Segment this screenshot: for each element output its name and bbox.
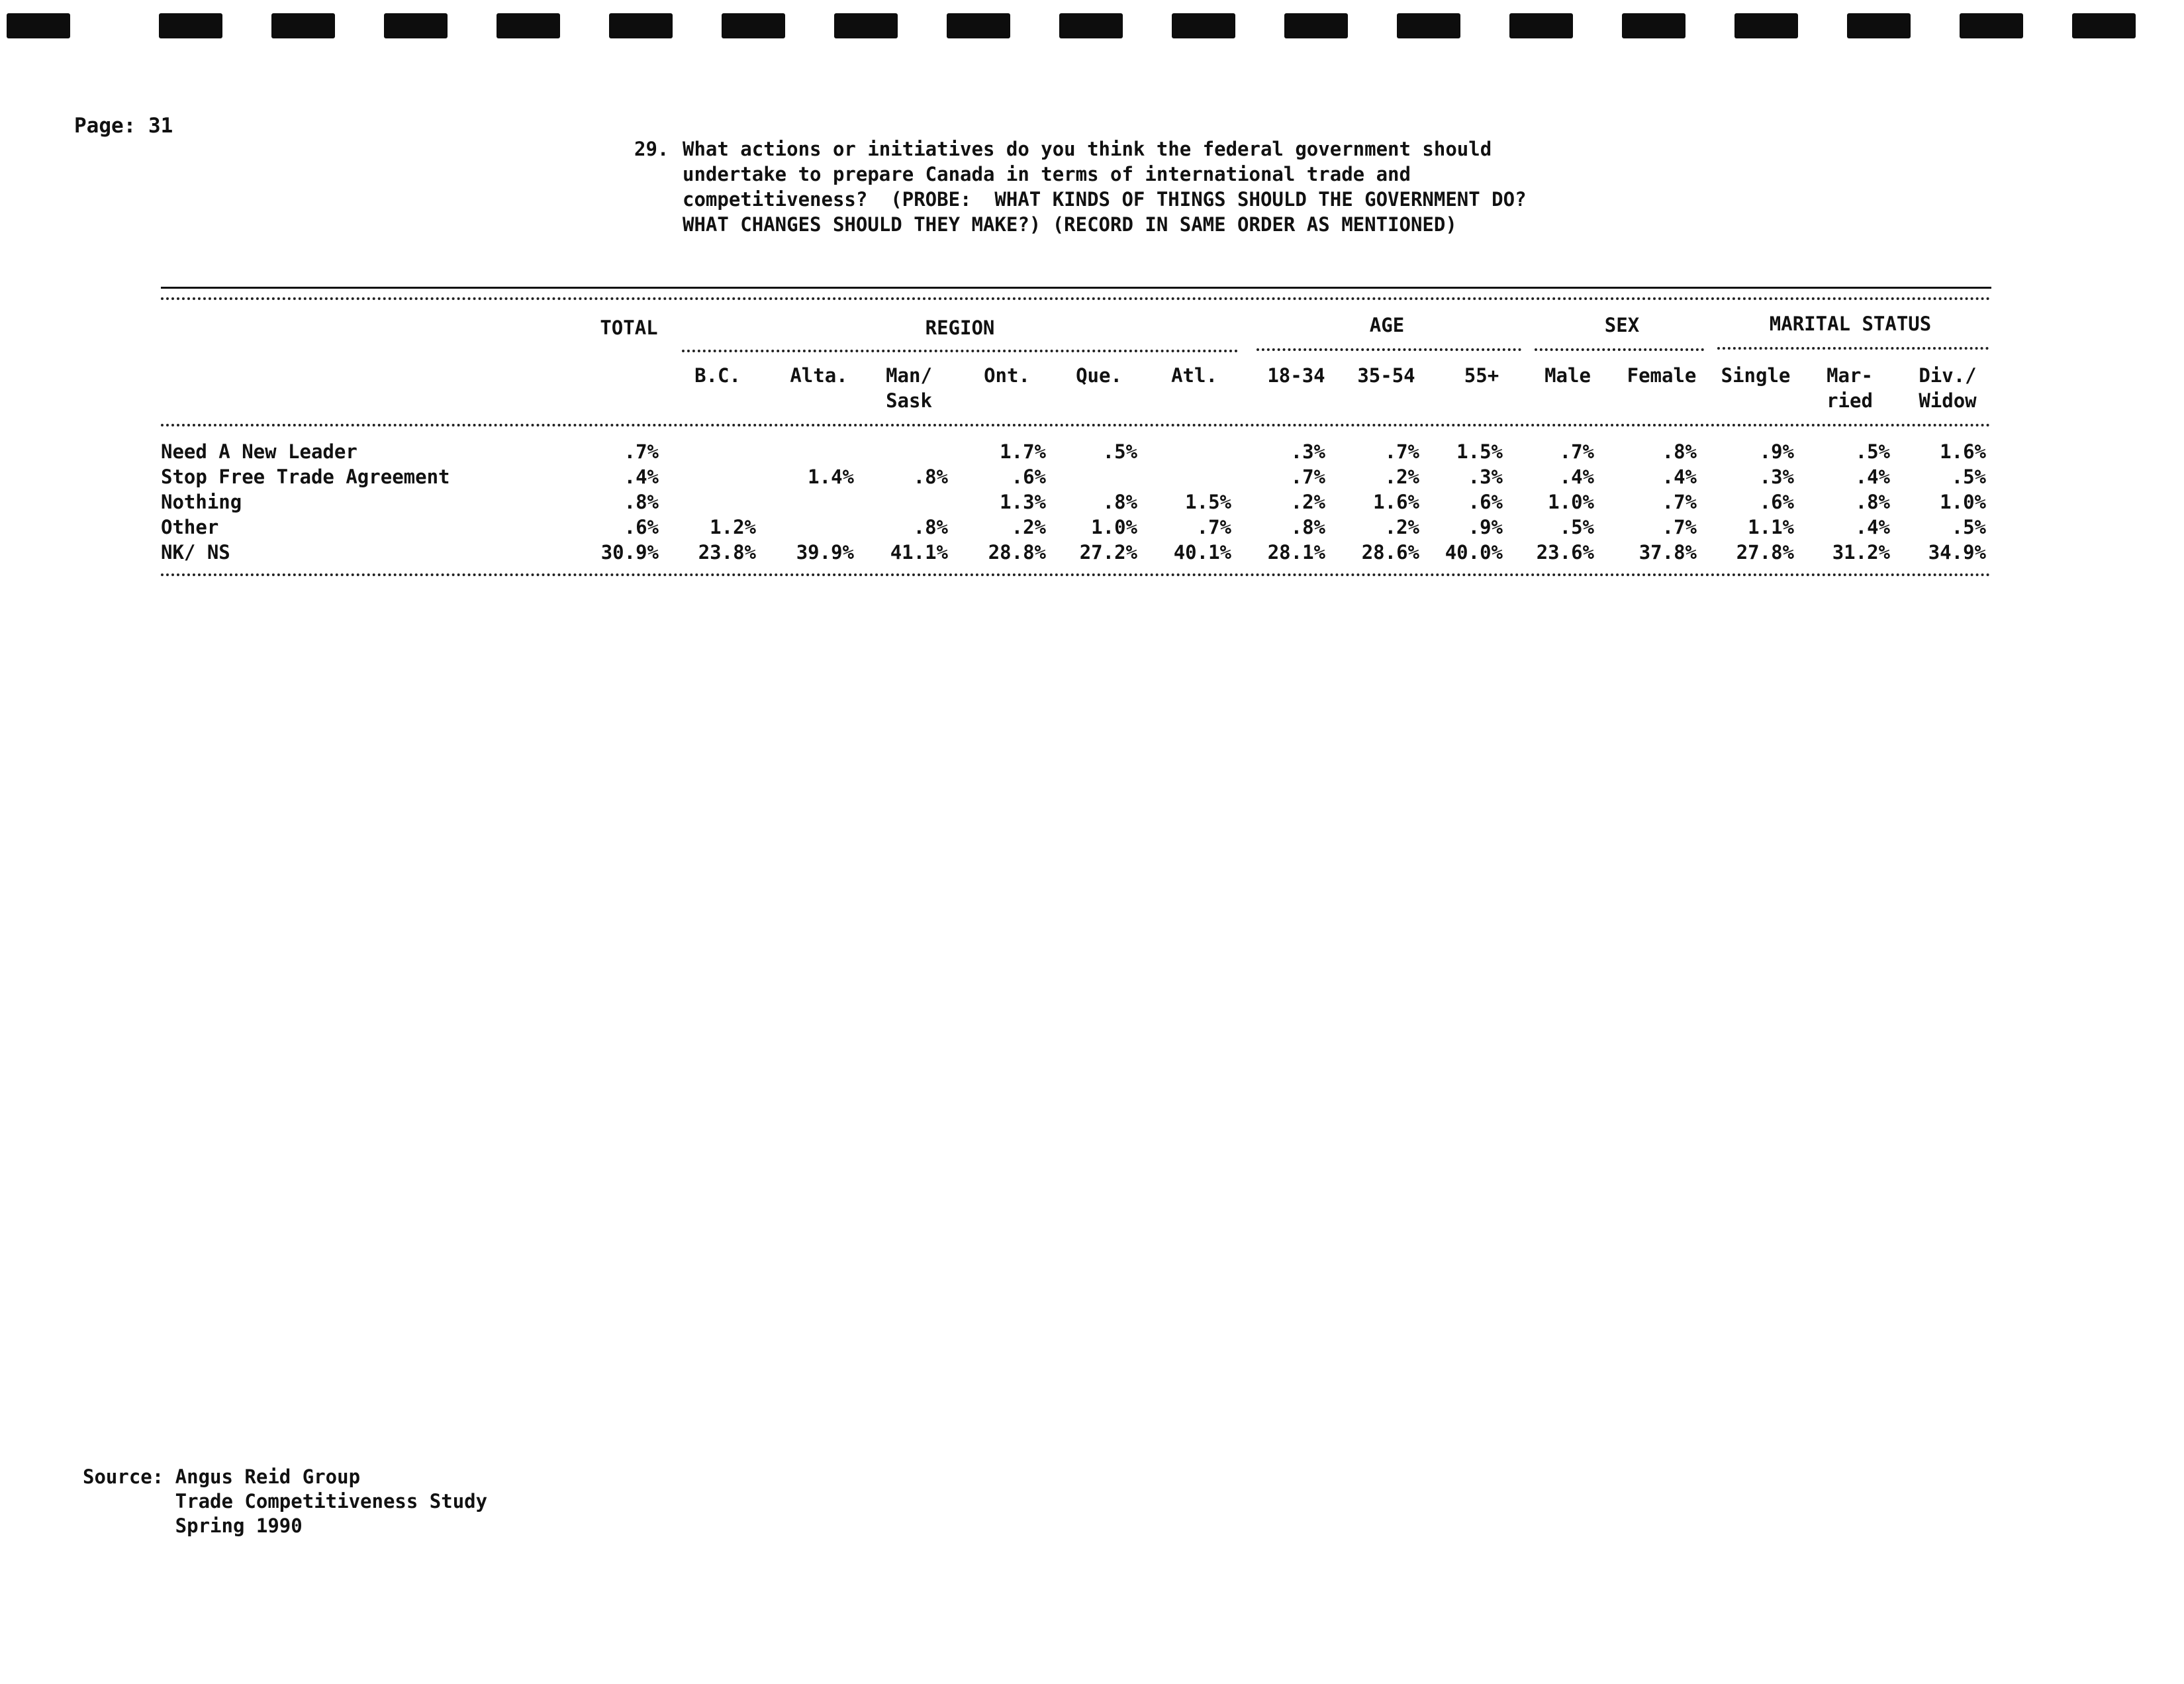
table-cell: .4% xyxy=(624,466,659,488)
table-cell: 1.2% xyxy=(710,516,756,538)
table-cell: 34.9% xyxy=(1928,541,1986,564)
table-cell: .8% xyxy=(1290,516,1325,538)
table-cell: .9% xyxy=(1468,516,1503,538)
column-header: 18-34 xyxy=(1267,364,1325,387)
question-line: competitiveness? (PROBE: WHAT KINDS OF THINGS SHOULD THE GOVERNMENT DO? xyxy=(683,188,1527,211)
perforation-hole xyxy=(722,13,785,38)
table-cell: .6% xyxy=(1011,466,1046,488)
table-cell: .4% xyxy=(1559,466,1594,488)
table-cell: .8% xyxy=(1855,491,1890,513)
header-bottom-rule xyxy=(161,424,1991,426)
perforation-hole xyxy=(834,13,898,38)
perforation-hole xyxy=(1960,13,2023,38)
table-cell: 37.8% xyxy=(1638,541,1697,564)
table-cell: .9% xyxy=(1759,440,1794,463)
table-cell: 1.0% xyxy=(1548,491,1594,513)
perforation-hole xyxy=(1622,13,1685,38)
table-cell: .2% xyxy=(1384,466,1419,488)
table-cell: .7% xyxy=(1662,491,1697,513)
row-label: NK/ NS xyxy=(161,541,230,564)
column-header: Div./ xyxy=(1919,364,1977,387)
table-cell: 23.6% xyxy=(1536,541,1594,564)
column-header: Atl. xyxy=(1171,364,1217,387)
region-underline xyxy=(682,350,1238,352)
column-header: Male xyxy=(1544,364,1591,387)
perforation-hole xyxy=(1284,13,1348,38)
column-header: Man/ xyxy=(886,364,932,387)
column-header: Alta. xyxy=(790,364,848,387)
perforation-hole xyxy=(1397,13,1460,38)
table-cell: 1.1% xyxy=(1748,516,1794,538)
perforation-hole xyxy=(1509,13,1573,38)
table-cell: .5% xyxy=(1102,440,1137,463)
table-cell: .4% xyxy=(1662,466,1697,488)
table-cell: 1.3% xyxy=(1000,491,1046,513)
row-label: Other xyxy=(161,516,219,538)
table-cell: .6% xyxy=(1468,491,1503,513)
table-cell: .3% xyxy=(1759,466,1794,488)
marital-underline xyxy=(1717,347,1989,350)
table-cell: .5% xyxy=(1855,440,1890,463)
source-line: Source: Angus Reid Group xyxy=(83,1465,361,1488)
table-cell: 1.5% xyxy=(1456,440,1503,463)
row-label: Need A New Leader xyxy=(161,440,357,463)
page-number: Page: 31 xyxy=(74,114,173,138)
column-header: 35-54 xyxy=(1357,364,1415,387)
table-cell: 1.4% xyxy=(808,466,854,488)
perforation-hole xyxy=(7,13,70,38)
column-header: Ont. xyxy=(984,364,1030,387)
table-cell: .8% xyxy=(1102,491,1137,513)
table-cell: .7% xyxy=(1662,516,1697,538)
perforation-hole xyxy=(1172,13,1235,38)
table-cell: .5% xyxy=(1951,466,1986,488)
table-cell: 31.2% xyxy=(1832,541,1890,564)
row-label: Nothing xyxy=(161,491,242,513)
table-cell: .5% xyxy=(1951,516,1986,538)
table-cell: .8% xyxy=(913,466,948,488)
table-cell: 39.9% xyxy=(796,541,854,564)
perforation-hole xyxy=(497,13,560,38)
table-cell: .6% xyxy=(624,516,659,538)
table-cell: .6% xyxy=(1759,491,1794,513)
table-cell: 1.6% xyxy=(1373,491,1419,513)
table-cell: .2% xyxy=(1384,516,1419,538)
table-cell: 30.9% xyxy=(600,541,659,564)
group-header-marital: MARITAL STATUS xyxy=(1769,313,1932,335)
group-header-age: AGE xyxy=(1369,314,1405,336)
table-cell: 28.8% xyxy=(988,541,1046,564)
column-header: Female xyxy=(1627,364,1697,387)
table-cell: .2% xyxy=(1011,516,1046,538)
perforation-hole xyxy=(1734,13,1798,38)
question-number: 29. xyxy=(634,138,669,160)
table-cell: .4% xyxy=(1855,466,1890,488)
table-cell: .7% xyxy=(1290,466,1325,488)
table-dotted-rule xyxy=(161,297,1991,300)
table-cell: .8% xyxy=(913,516,948,538)
table-cell: 27.8% xyxy=(1736,541,1794,564)
question-line: WHAT CHANGES SHOULD THEY MAKE?) (RECORD IN SAME ORDER AS MENTIONED) xyxy=(683,213,1457,236)
table-cell: 41.1% xyxy=(890,541,948,564)
column-header-line2: Sask xyxy=(886,389,932,412)
row-label: Stop Free Trade Agreement xyxy=(161,466,450,488)
table-cell: 27.2% xyxy=(1079,541,1137,564)
source-note xyxy=(83,1465,487,1538)
perforation-hole xyxy=(1847,13,1911,38)
question-line: undertake to prepare Canada in terms of international trade and xyxy=(683,163,1411,185)
table-cell: .5% xyxy=(1559,516,1594,538)
question-line: What actions or initiatives do you think the federal government should xyxy=(683,138,1492,160)
table-cell: 1.7% xyxy=(1000,440,1046,463)
perforation-strip xyxy=(0,13,2184,40)
perforation-hole xyxy=(2072,13,2136,38)
group-header-sex: SEX xyxy=(1604,314,1640,336)
age-underline xyxy=(1257,348,1521,351)
column-header-line2: ried xyxy=(1827,389,1873,412)
table-cell: .8% xyxy=(624,491,659,513)
table-cell: 40.0% xyxy=(1445,541,1503,564)
table-cell: 1.5% xyxy=(1185,491,1231,513)
perforation-hole xyxy=(947,13,1010,38)
source-line: Spring 1990 xyxy=(83,1514,303,1537)
table-cell: 28.1% xyxy=(1267,541,1325,564)
group-header-region: REGION xyxy=(925,317,995,339)
column-header: 55+ xyxy=(1464,364,1499,387)
table-cell: .3% xyxy=(1468,466,1503,488)
table-cell: 23.8% xyxy=(698,541,756,564)
table-cell: .7% xyxy=(1559,440,1594,463)
table-cell: 1.0% xyxy=(1940,491,1986,513)
column-header: Single xyxy=(1721,364,1791,387)
table-bottom-rule xyxy=(161,573,1991,576)
perforation-hole xyxy=(159,13,222,38)
table-cell: 1.6% xyxy=(1940,440,1986,463)
perforation-hole xyxy=(609,13,673,38)
table-cell: .3% xyxy=(1290,440,1325,463)
table-cell: .7% xyxy=(1384,440,1419,463)
table-cell: 28.6% xyxy=(1361,541,1419,564)
group-header-total: TOTAL xyxy=(600,317,658,339)
column-header: Mar- xyxy=(1827,364,1873,387)
sex-underline xyxy=(1535,348,1704,351)
table-top-rule xyxy=(161,287,1991,289)
table-cell: .7% xyxy=(1196,516,1231,538)
perforation-hole xyxy=(271,13,335,38)
table-cell: .4% xyxy=(1855,516,1890,538)
column-header: Que. xyxy=(1076,364,1122,387)
table-cell: 40.1% xyxy=(1173,541,1231,564)
column-header: B.C. xyxy=(694,364,741,387)
perforation-hole xyxy=(384,13,448,38)
table-cell: .7% xyxy=(624,440,659,463)
perforation-hole xyxy=(1059,13,1123,38)
table-cell: 1.0% xyxy=(1091,516,1137,538)
table-cell: .8% xyxy=(1662,440,1697,463)
table-cell: .2% xyxy=(1290,491,1325,513)
column-header-line2: Widow xyxy=(1919,389,1977,412)
source-line: Trade Competitiveness Study xyxy=(83,1490,488,1512)
